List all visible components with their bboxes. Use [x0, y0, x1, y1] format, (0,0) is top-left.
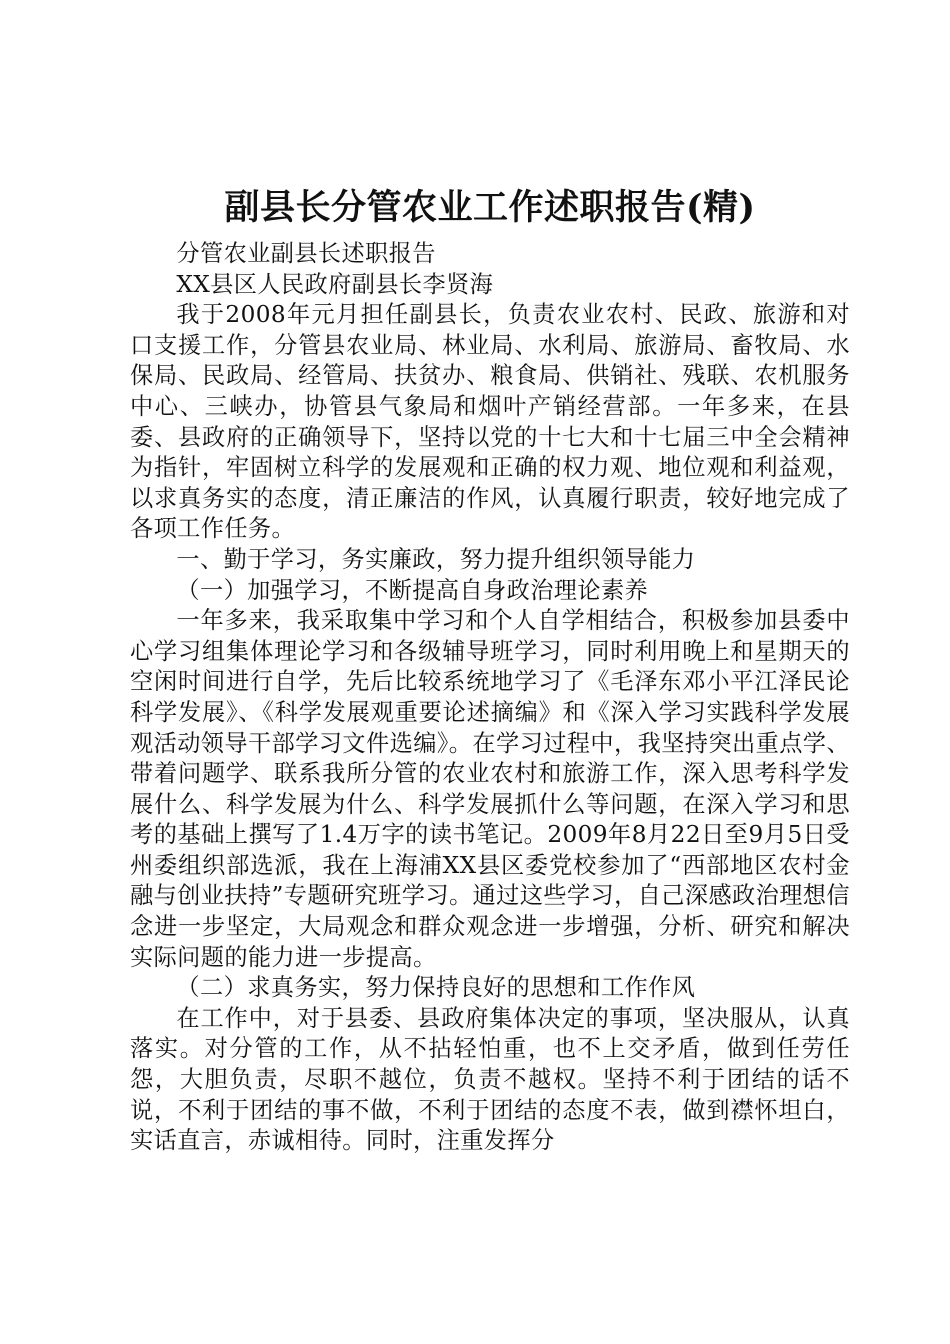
section-heading-1: 一、勤于学习，务实廉政，努力提升组织领导能力 [176, 545, 696, 573]
paragraph-author: XX县区人民政府副县长李贤海 [176, 270, 494, 298]
paragraph-work-style: 在工作中，对于县委、县政府集体决定的事项，坚决服从，认真落实。对分管的工作，从不拈轻怕重，也不上交矛盾，做到任劳任怨，大胆负责，尽职不越位，负责不越权。坚持不利于团结的话不说，不利于团结的事不做，不利于团结的态度不表，做到襟怀坦白，实话直言，赤诚相待。同时，注重发挥分 [130, 1004, 850, 1155]
paragraph-intro: 我于2008年元月担任副县长，负责农业农村、民政、旅游和对口支援工作，分管县农业局、林业局、水利局、旅游局、畜牧局、水保局、民政局、经管局、扶贫办、粮食局、供销社、残联、农机服务中心、三峡办，协管县气象局和烟叶产销经营部。一年多来，在县委、县政府的正确领导下，坚持以党的十七大和十七届三中全会精神为指针，牢固树立科学的发展观和正确的权力观、地位观和利益观，以求真务实的态度，清正廉洁的作风，认真履行职责，较好地完成了各项工作任务。 [130, 301, 850, 543]
subsection-heading-2: （二）求真务实，努力保持良好的思想和工作作风 [176, 974, 696, 1002]
document-title: 副县长分管农业工作述职报告(精) [224, 187, 756, 228]
document-body [130, 183, 850, 1157]
subsection-heading-1: （一）加强学习，不断提高自身政治理论素养 [176, 576, 649, 604]
paragraph-subtitle: 分管农业副县长述职报告 [176, 240, 436, 267]
paragraph-study: 一年多来，我采取集中学习和个人自学相结合，积极参加县委中心学习组集体理论学习和各级辅导班学习，同时利用晚上和星期天的空闲时间进行自学，先后比较系统地学习了《毛泽东邓小平江泽民论科学发展》、《科学发展观重要论述摘编》和《深入学习实践科学发展观活动领导干部学习文件选编》。在学习过程中，我坚持突出重点学、带着问题学、联系我所分管的农业农村和旅游工作，深入思考科学发展什么、科学发展为什么、科学发展抓什么等问题，在深入学习和思考的基础上撰写了1.4万字的读书笔记。2009年8月22日至9月5日受州委组织部选派，我在上海浦XX县区委党校参加了“西部地区农村金融与创业扶持”专题研究班学习。通过这些学习，自己深感政治理想信念进一步坚定，大局观念和群众观念进一步增强，分析、研究和解决实际问题的能力进一步提高。 [130, 607, 850, 971]
